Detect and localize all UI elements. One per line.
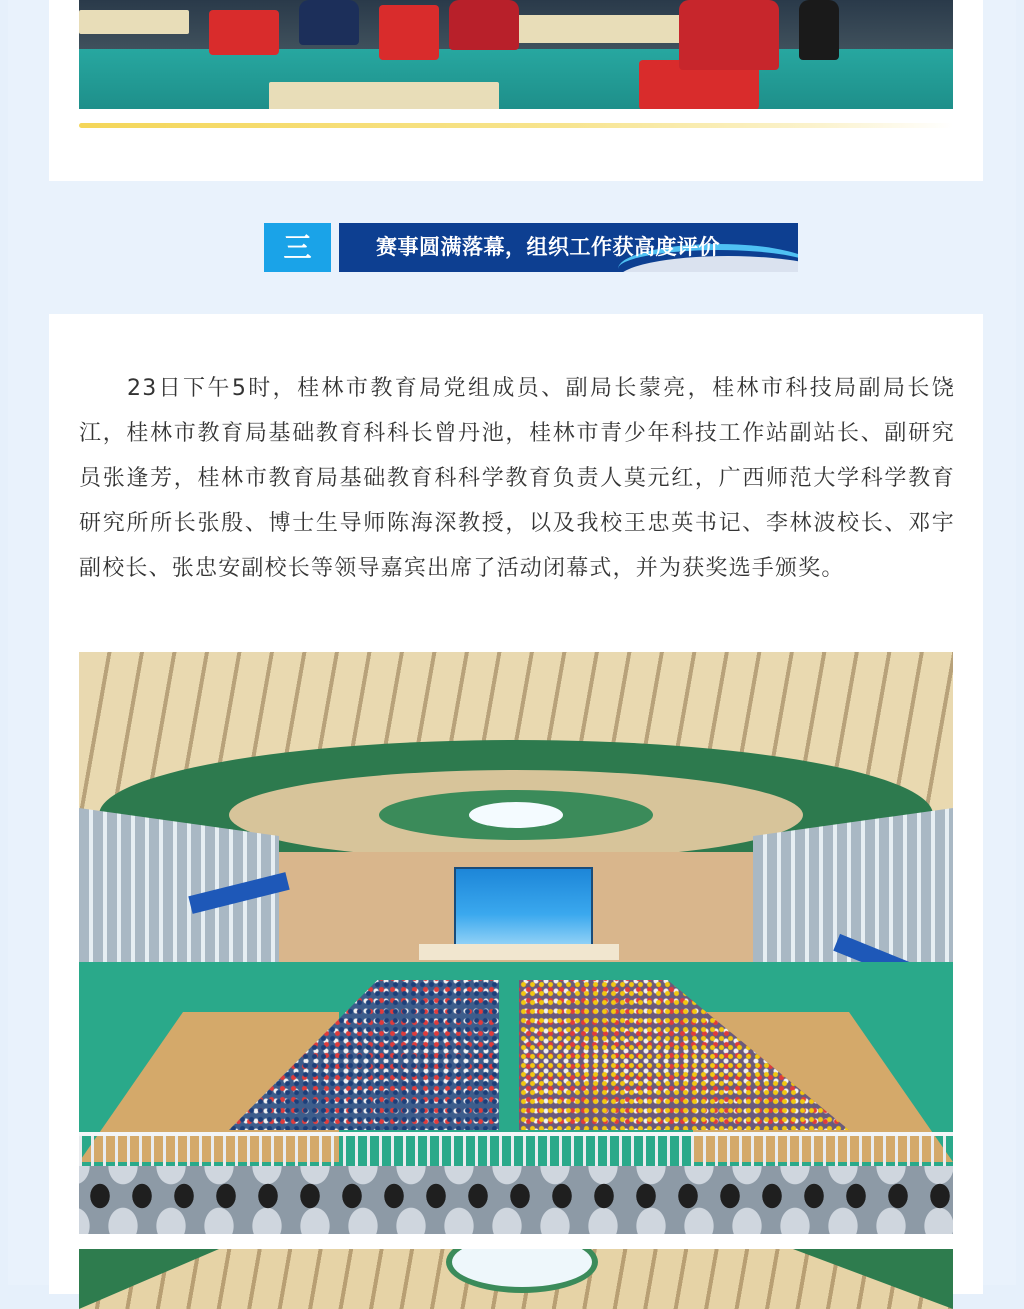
- next-photo-preview: [79, 1249, 953, 1309]
- top-content-card: [49, 0, 983, 181]
- photo-person: [449, 0, 519, 50]
- photo-stage: [419, 944, 619, 960]
- section-header: [264, 223, 798, 272]
- photo-person: [799, 0, 839, 60]
- page-background: [8, 0, 1016, 1285]
- photo-chair: [379, 5, 439, 60]
- photo-chair: [209, 10, 279, 55]
- competition-classroom-photo: [79, 0, 953, 109]
- photo-table: [79, 10, 189, 34]
- photo-ceiling-ring: [793, 1249, 953, 1309]
- photo-ceiling-ring: [79, 1249, 219, 1309]
- closing-ceremony-photo: [79, 652, 953, 1234]
- photo-person: [299, 0, 359, 45]
- section-title: 赛事圆满落幕，组织工作获高度评价: [376, 235, 720, 259]
- section-number: 三: [264, 223, 331, 272]
- photo-front-audience: [79, 1166, 953, 1234]
- photo-ceiling-light: [446, 1249, 598, 1293]
- photo-ceiling-light: [469, 802, 563, 828]
- photo-stage-screen: [454, 867, 593, 946]
- main-content-card: [49, 314, 983, 1294]
- photo-table: [269, 82, 499, 109]
- decorative-divider: [79, 123, 953, 128]
- article-paragraph: 23日下午5时，桂林市教育局党组成员、副局长蒙亮，桂林市科技局副局长饶江，桂林市教育局基础教育科科长曾丹池，桂林市青少年科技工作站副站长、副研究员张逢芳，桂林市教育局基础教育科科学教育负责人莫元红，广西师范大学科学教育研究所所长张殷、博士生导师陈海深教授，以及我校王忠英书记、李林波校长、邓宇副校长、张忠安副校长等领导嘉宾出席了活动闭幕式，并为获奖选手颁奖。: [79, 376, 955, 581]
- photo-railing: [79, 1132, 953, 1170]
- section-title-box: [339, 223, 798, 272]
- photo-person: [679, 0, 779, 70]
